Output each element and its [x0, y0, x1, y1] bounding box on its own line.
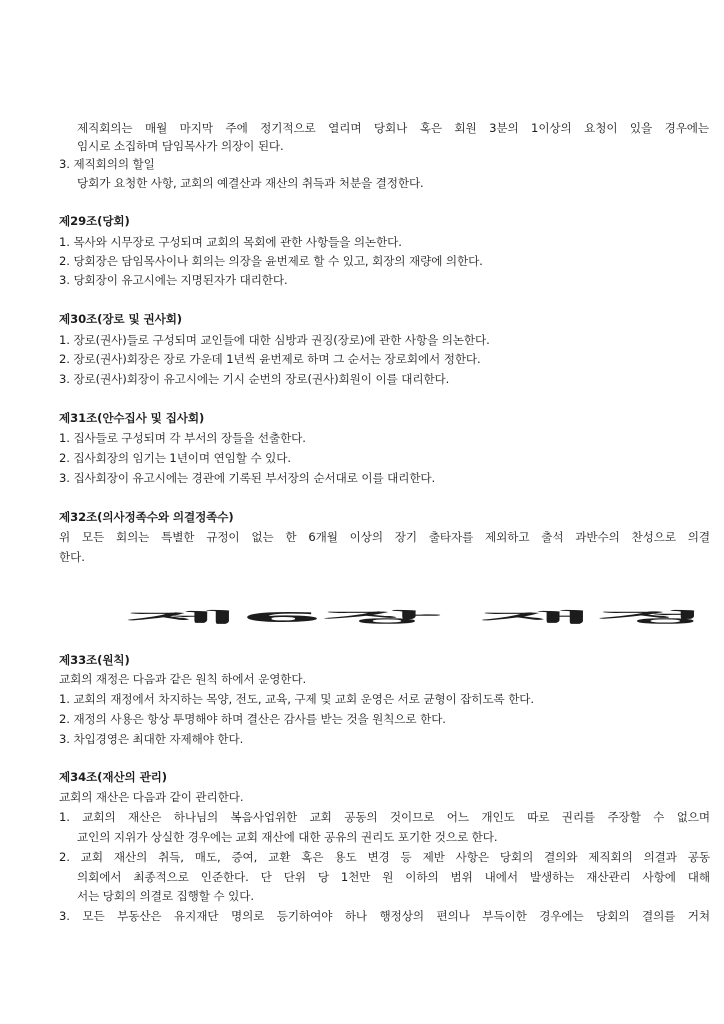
article-item: 2. 당회장은 담임목사이나 회의는 의장을 윤번제로 할 수 있고, 회장의 재량에 의한다.: [59, 254, 483, 268]
article-item: 2. 집사회장의 임기는 1년이며 연임할 수 있다.: [59, 451, 291, 465]
article-item: 3. 장로(권사)회장이 유고시에는 기시 순번의 장로(권사)회원이 이를 대리한다.: [59, 372, 450, 386]
article-item-line: 서는 당회의 의결로 집행할 수 있다.: [77, 889, 254, 903]
article-item: 1. 집사들로 구성되며 각 부서의 장들을 선출한다.: [59, 431, 306, 445]
article-item-line: 3. 모든 부동산은 유지재단 명의로 등기하여야 하나 행정상의 편의나 부득이한 경우에는 당회의 결의를 거쳐: [59, 909, 710, 923]
article-item: 3. 차입경영은 최대한 자제해야 한다.: [59, 732, 244, 746]
article-body-line: 한다.: [59, 550, 85, 564]
article-heading: 제31조(안수집사 및 집사회): [59, 411, 205, 425]
intro-paragraph-line: 임시로 소집하며 담임목사가 의장이 된다.: [77, 139, 284, 153]
chapter-title: 제6장 재정: [124, 610, 710, 626]
intro-paragraph-line: 제직회의는 매월 마지막 주에 정기적으로 열리며 당회나 혹은 회원 3분의 1이상의 요청이 있을 경우에는: [77, 121, 709, 135]
article-intro: 교회의 재정은 다음과 같은 원칙 하에서 운영한다.: [59, 672, 307, 686]
article-item: 3. 당회장이 유고시에는 지명된자가 대리한다.: [59, 273, 288, 287]
article-item: 3. 집사회장이 유고시에는 경관에 기록된 부서장의 순서대로 이를 대리한다.: [59, 471, 436, 485]
article-item: 2. 재정의 사용은 항상 투명해야 하며 결산은 감사를 받는 것을 원칙으로 한다.: [59, 712, 446, 726]
article-heading: 제34조(재산의 관리): [59, 770, 167, 784]
article-heading: 제29조(당회): [59, 214, 130, 228]
article-item: 1. 장로(권사)들로 구성되며 교인들에 대한 심방과 권징(장로)에 관한 사항을 의논한다.: [59, 333, 490, 347]
article-item-line: 2. 교회 재산의 취득, 매도, 증여, 교환 혹은 용도 변경 등 제반 사항은 당회의 결의와 제직회의 의결과 공동: [59, 850, 710, 864]
article-item-line: 1. 교회의 재산은 하나님의 복음사업위한 교회 공동의 것이므로 어느 개인도 따로 권리를 주장할 수 없으며: [59, 810, 710, 824]
article-intro: 교회의 재산은 다음과 같이 관리한다.: [59, 790, 244, 804]
article-body-line: 위 모든 회의는 특별한 규정이 없는 한 6개월 이상의 장기 출타자를 제외하고 출석 과반수의 찬성으로 의결: [59, 530, 710, 544]
article-item: 1. 교회의 재정에서 차지하는 목양, 전도, 교육, 구제 및 교회 운영은 서로 균형이 잡히도록 한다.: [59, 692, 534, 706]
article-item-line: 교인의 지위가 상실한 경우에는 교회 재산에 대한 공유의 권리도 포기한 것으로 한다.: [77, 830, 498, 844]
article-item: 1. 목사와 시무장로 구성되며 교회의 목회에 관한 사항들을 의논한다.: [59, 235, 402, 249]
article-item-line: 의회에서 최종적으로 인준한다. 단 단위 당 1천만 원 이하의 범위 내에서 발생하는 재산관리 사항에 대해: [77, 870, 710, 884]
article-heading: 제30조(장로 및 권사회): [59, 312, 183, 326]
article-heading: 제33조(원칙): [59, 653, 130, 667]
intro-item-body: 당회가 요청한 사항, 교회의 예결산과 재산의 취득과 처분을 결정한다.: [77, 176, 424, 190]
intro-item-label: 3. 제직회의의 할일: [59, 157, 155, 171]
article-item: 2. 장로(권사)회장은 장로 가운데 1년씩 윤번제로 하며 그 순서는 장로회에서 정한다.: [59, 352, 481, 366]
article-heading: 제32조(의사정족수와 의결정족수): [59, 510, 234, 524]
